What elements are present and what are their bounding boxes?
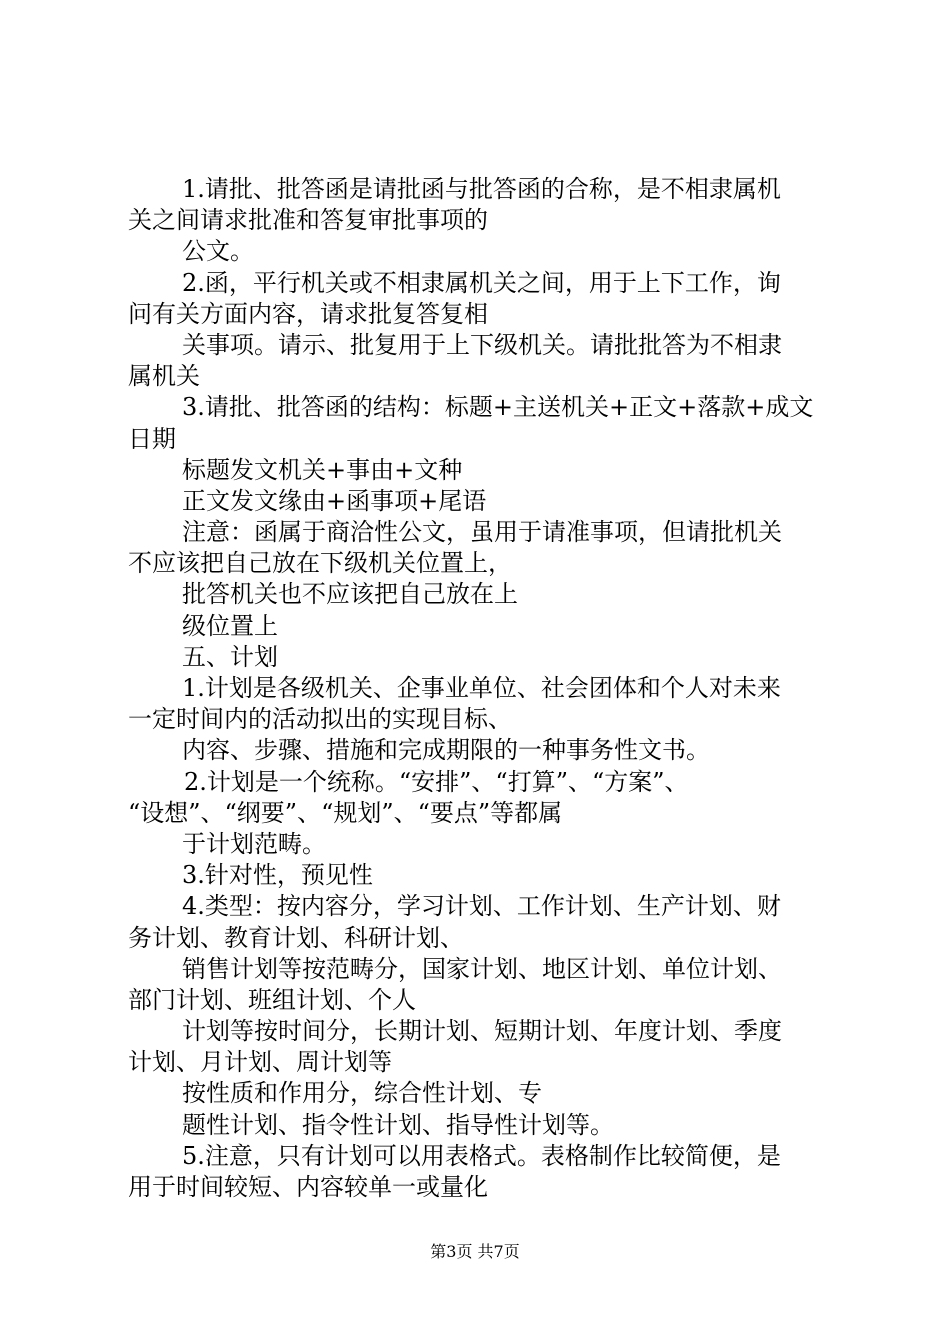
text-line: 部门计划、班组计划、个人 [128,985,416,1014]
text-line: 问有关方面内容，请求批复答复相 [128,299,488,328]
text-line: 日期 [128,424,176,453]
text-line: 按性质和作用分，综合性计划、专 [182,1079,542,1108]
text-line: 注意：函属于商洽性公文，虽用于请准事项，但请批机关 [182,518,782,547]
text-line: 公文。 [182,237,254,266]
text-line: 于计划范畴。 [182,829,326,858]
text-line: 属机关 [128,362,200,391]
text-line: 内容、步骤、措施和完成期限的一种事务性文书。 [182,736,710,765]
text-line: 级位置上 [182,611,278,640]
text-line: “设想”、“纲要”、“规划”、“要点”等都属 [128,798,563,827]
text-line: 关之间请求批准和答复审批事项的 [128,206,488,235]
text-line: 不应该把自己放在下级机关位置上， [128,549,512,578]
text-line: 5.注意，只有计划可以用表格式。表格制作比较简便，是 [182,1141,781,1170]
text-line: 正文发文缘由+函事项+尾语 [182,486,487,515]
text-line: 4.类型：按内容分，学习计划、工作计划、生产计划、财 [182,892,781,921]
text-line: 关事项。请示、批复用于上下级机关。请批批答为不相隶 [182,330,782,359]
document-body [128,174,838,1203]
text-line: 标题发文机关+事由+文种 [182,455,463,484]
text-line: 2.计划是一个统称。“安排”、“打算”、“方案”、 [184,767,689,796]
text-line: 销售计划等按范畴分，国家计划、地区计划、单位计划、 [182,954,782,983]
text-line: 用于时间较短、内容较单一或量化 [128,1173,488,1201]
text-line: 务计划、教育计划、科研计划、 [128,923,464,952]
text-line: 2.函，平行机关或不相隶属机关之间，用于上下工作，询 [182,268,781,297]
text-line: 3.请批、批答函的结构：标题+主送机关+正文+落款+成文 [182,393,814,422]
text-line: 1.计划是各级机关、企事业单位、社会团体和个人对未来 [182,674,781,702]
page-number-footer: 第3页 共7页 [430,1242,520,1261]
text-line: 批答机关也不应该把自己放在上 [182,580,518,609]
section-heading: 五、计划 [182,642,278,671]
text-line: 计划、月计划、周计划等 [128,1048,392,1077]
text-line: 题性计划、指令性计划、指导性计划等。 [182,1110,614,1139]
text-line: 3.针对性，预见性 [182,861,373,890]
text-line: 1.请批、批答函是请批函与批答函的合称，是不相隶属机 [182,175,781,203]
text-line: 一定时间内的活动拟出的实现目标、 [128,705,512,734]
text-line: 计划等按时间分，长期计划、短期计划、年度计划、季度 [182,1017,782,1046]
